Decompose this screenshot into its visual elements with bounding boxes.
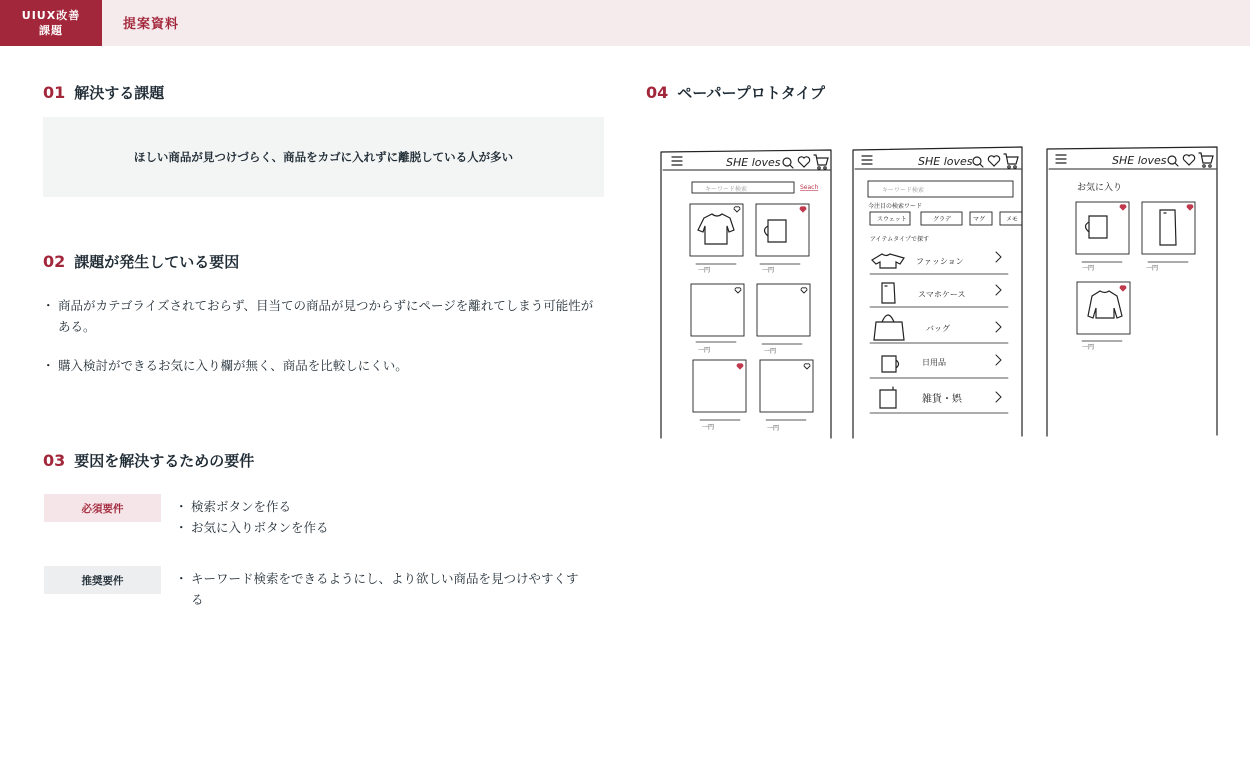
heart-icon	[988, 156, 999, 166]
hamburger-menu-icon	[1056, 155, 1066, 163]
badge-line-1: UIUX改善	[21, 9, 81, 22]
item-type-label: アイテムタイプで探す	[870, 236, 930, 243]
section-title: 課題が発生している要因	[74, 253, 240, 271]
prototype-screen-categories	[853, 147, 1022, 438]
requirement-must-row	[44, 494, 589, 538]
cart-icon	[1199, 153, 1213, 167]
section-number: 03	[43, 451, 66, 470]
top-bar	[0, 0, 1250, 46]
price-label: 一円	[698, 347, 711, 354]
must-requirement-list	[179, 496, 589, 538]
favorite-heart-icon	[734, 207, 810, 369]
cause-item: ・ 購入検討ができるお気に入り欄が無く、商品を比較しにくい。	[45, 355, 605, 376]
price-label: 一円	[1146, 265, 1159, 272]
price-label: 一円	[1082, 265, 1095, 272]
heart-icon	[1183, 155, 1194, 165]
prototype-screen-favorites	[1047, 147, 1217, 436]
paper-prototype-sketch	[650, 140, 1230, 445]
search-placeholder: キーワード検索	[705, 186, 748, 193]
category-label: スマホケース	[918, 290, 966, 299]
requirement-item: ・ キーワード検索をできるようにし、より欲しい商品を見つけやすくする	[179, 568, 589, 610]
category-label: ファッション	[916, 257, 964, 266]
category-label: 日用品	[922, 358, 946, 367]
mug-sketch	[765, 220, 787, 242]
price-label: 一円	[767, 425, 780, 432]
issue-statement: ほしい商品が見つけづらく、商品をカゴに入れずに離脱している人が多い	[43, 117, 604, 197]
section-title: ペーパープロトタイプ	[677, 84, 826, 102]
requirement-recommended-row	[44, 566, 589, 610]
cause-list	[45, 295, 605, 394]
cart-icon	[1004, 154, 1018, 168]
prototype-screen-home	[661, 150, 831, 438]
section-number: 04	[646, 83, 669, 102]
search-placeholder: キーワード検索	[882, 187, 925, 194]
sweater-sketch	[1088, 291, 1122, 318]
brand-logo: SHE loves	[1112, 154, 1167, 167]
section-04-heading	[646, 82, 825, 103]
recommended-requirement-tag: 推奨要件	[44, 566, 161, 594]
section-02-heading	[43, 251, 239, 272]
price-label: 一円	[702, 424, 715, 431]
cart-icon	[814, 155, 828, 169]
brand-logo: SHE loves	[918, 155, 973, 168]
hamburger-menu-icon	[862, 156, 872, 164]
section-01-heading	[43, 82, 164, 103]
price-label: 一円	[764, 348, 777, 355]
section-title: 要因を解決するための要件	[74, 452, 255, 470]
requirement-item: ・ 検索ボタンを作る	[179, 496, 589, 517]
section-03-heading	[43, 450, 254, 471]
bag-icon	[874, 315, 904, 340]
category-label: 雑貨・娯	[922, 394, 962, 405]
document-label: 提案資料	[123, 17, 180, 32]
price-label: 一円	[698, 267, 711, 274]
price-label: 一円	[762, 267, 775, 274]
section-title: 解決する課題	[74, 84, 165, 102]
keyword-chip: マグ	[973, 216, 986, 223]
search-icon	[973, 157, 983, 167]
cause-item: ・ 商品がカテゴライズされておらず、目当ての商品が見つからずにページを離れてしまう可能性がある。	[45, 295, 605, 337]
miscellaneous-icon	[880, 387, 896, 408]
daily-goods-icon	[882, 356, 899, 372]
hamburger-menu-icon	[672, 157, 682, 165]
search-icon	[783, 158, 793, 168]
favorites-title: お気に入り	[1077, 183, 1123, 193]
brand-logo: SHE loves	[726, 156, 781, 169]
section-number: 02	[43, 252, 66, 271]
price-label: 一円	[1082, 344, 1095, 351]
phone-case-icon	[882, 283, 895, 303]
fashion-icon	[872, 254, 904, 268]
recommended-requirement-list	[179, 568, 589, 610]
category-label: バッグ	[926, 324, 950, 333]
search-icon	[1168, 156, 1178, 166]
keyword-chip: スウェット	[877, 216, 907, 223]
trending-keywords-label: 今注目の検索ワード	[868, 203, 923, 210]
mug-sketch	[1086, 216, 1108, 238]
badge-line-2: 課題	[39, 24, 63, 37]
category-badge	[0, 0, 102, 46]
sweater-sketch	[698, 214, 734, 244]
favorite-heart-icon	[1120, 205, 1193, 291]
keyword-chip: メモ	[1006, 216, 1019, 223]
search-link: Seach	[800, 184, 819, 191]
phone-case-sketch	[1160, 210, 1176, 245]
heart-icon	[798, 157, 809, 167]
section-number: 01	[43, 83, 66, 102]
must-requirement-tag: 必須要件	[44, 494, 161, 522]
requirement-item: ・ お気に入りボタンを作る	[179, 517, 589, 538]
keyword-chip: グラデ	[933, 216, 952, 223]
